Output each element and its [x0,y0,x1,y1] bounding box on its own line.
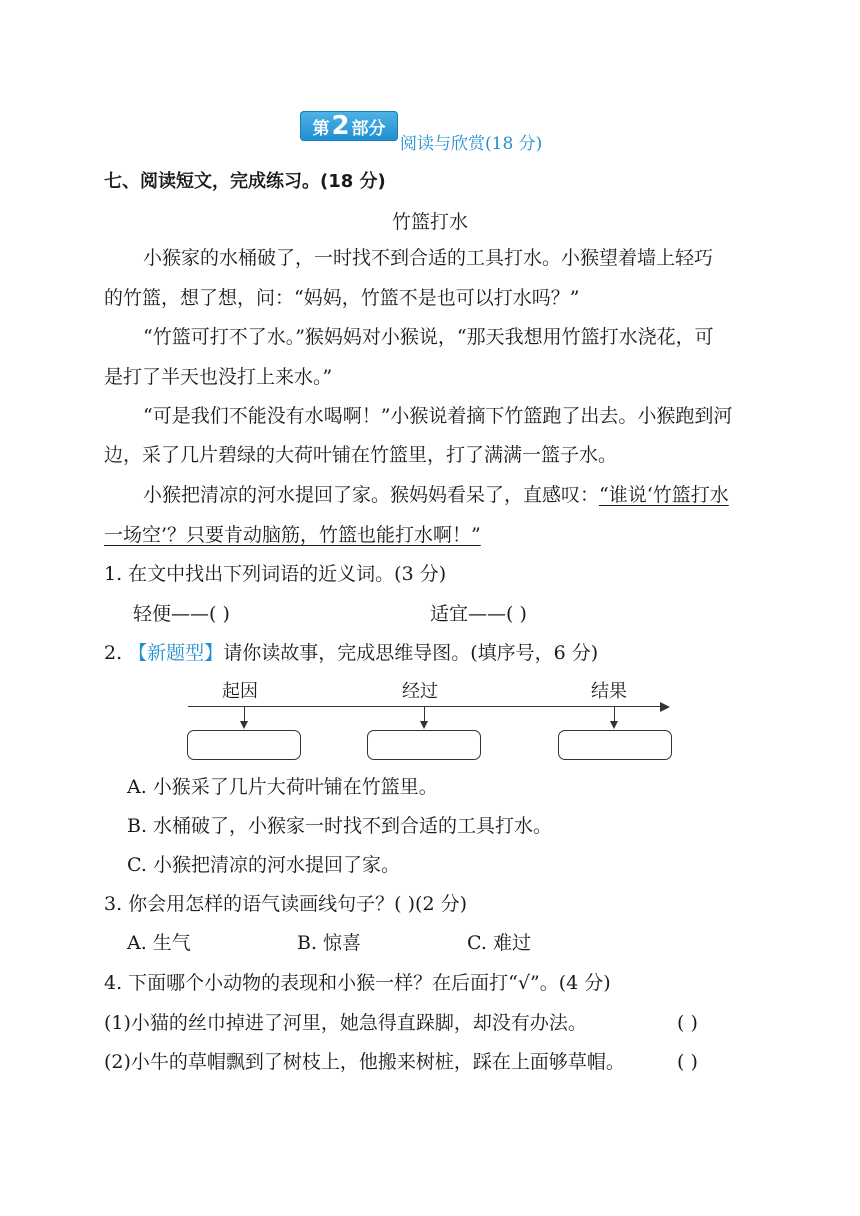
part-title: 阅读与欣赏(18 分) [400,134,543,154]
q1-stem: 1. 在文中找出下列词语的近义词。(3 分) [104,563,447,585]
story-line-7 [143,483,729,507]
question-7-heading: 七、阅读短文，完成练习。(18 分) [104,171,386,192]
connector-result-arrow [610,721,618,729]
q2-option-a: A. 小猴采了几片大荷叶铺在竹篮里。 [127,776,438,798]
new-type-tag: 【新题型】 [128,642,224,664]
q2-stem: 请你读故事，完成思维导图。(填序号，6 分) [223,642,599,664]
answer-box-cause[interactable] [187,730,301,760]
q2-option-b: B. 水桶破了，小猴家一时找不到合适的工具打水。 [127,815,553,837]
q4-answer-blank-1[interactable]: ( ) [677,1012,698,1034]
q3-option-a[interactable]: A. 生气 [127,932,191,954]
q2-option-c: C. 小猴把清凉的河水提回了家。 [127,854,400,876]
q3-stem: 3. 你会用怎样的语气读画线句子？( )(2 分) [104,893,467,915]
q3-option-b[interactable]: B. 惊喜 [297,932,362,954]
q4-item-1: (1)小猫的丝巾掉进了河里，她急得直跺脚，却没有办法。 [104,1012,587,1034]
part-label-prefix: 第 [312,118,330,139]
q2-stem-line [104,641,598,665]
answer-box-process[interactable] [367,730,481,760]
q1-item-2[interactable]: 适宜——( ) [430,603,527,625]
connector-process-arrow [420,721,428,729]
map-label-result: 结果 [591,681,627,702]
story-line-4: 是打了半天也没打上来水。” [104,366,333,388]
story-line-2: 的竹篮，想了想，问：“妈妈，竹篮不是也可以打水吗？” [104,287,580,309]
answer-box-result[interactable] [558,730,672,760]
timeline-line [188,706,662,707]
q3-option-c[interactable]: C. 难过 [467,932,531,954]
underlined-sentence-part-1: “谁说‘竹篮打水 [599,484,729,506]
part-number: 2 [331,111,350,141]
map-label-cause: 起因 [222,681,258,702]
q1-item-1[interactable]: 轻便——( ) [133,603,230,625]
connector-cause-arrow [240,721,248,729]
q4-item-2: (2)小牛的草帽飘到了树枝上，他搬来树桩，踩在上面够草帽。 [104,1051,625,1073]
part-badge [300,111,398,141]
map-label-process: 经过 [402,681,438,702]
part-label-suffix: 部分 [351,118,386,139]
story-line-6: 边，采了几片碧绿的大荷叶铺在竹篮里，打了满满一篮子水。 [104,444,618,466]
story-line-5: “可是我们不能没有水喝啊！”小猴说着摘下竹篮跑了出去。小猴跑到河 [143,405,733,427]
story-line-7-text: 小猴把清凉的河水提回了家。猴妈妈看呆了，直感叹： [143,484,600,506]
story-line-1: 小猴家的水桶破了，一时找不到合适的工具打水。小猴望着墙上轻巧 [143,247,714,269]
story-title: 竹篮打水 [391,211,468,233]
q2-number: 2. [104,642,129,664]
story-line-3: “竹篮可打不了水。”猴妈妈对小猴说，“那天我想用竹篮打水浇花，可 [143,326,714,348]
underlined-sentence-part-2: 一场空’？只要肯动脑筋，竹篮也能打水啊！” [104,524,481,546]
q4-answer-blank-2[interactable]: ( ) [677,1051,698,1073]
q4-stem: 4. 下面哪个小动物的表现和小猴一样？在后面打“√”。(4 分) [104,972,611,994]
timeline-arrowhead [660,702,670,712]
